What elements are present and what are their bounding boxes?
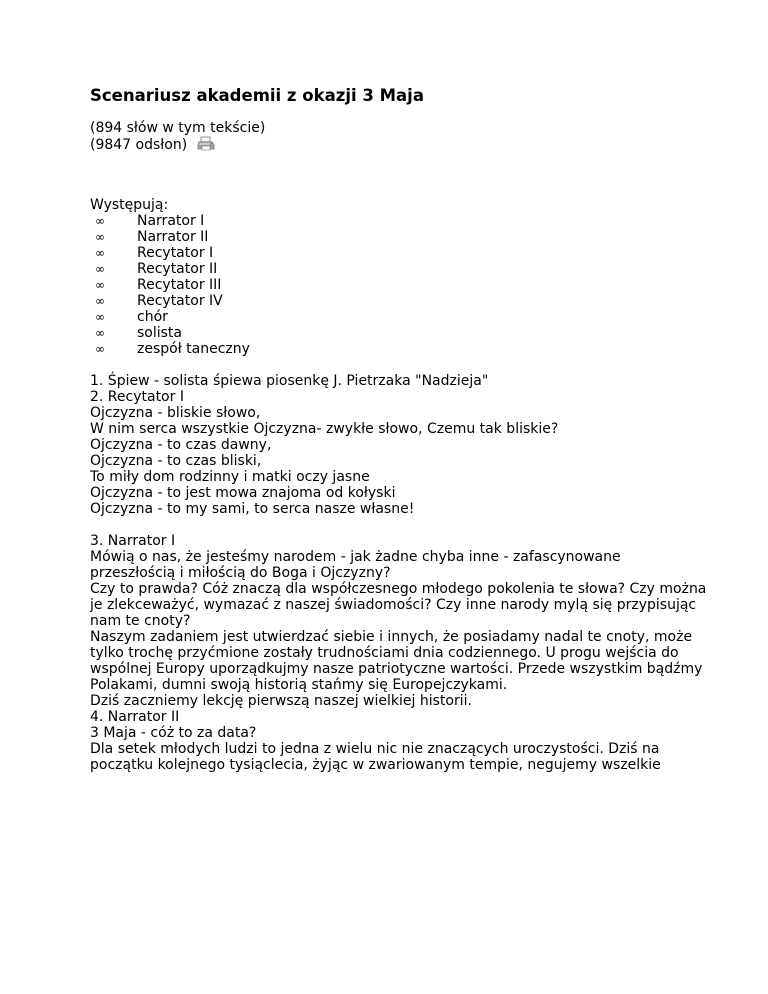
list-item xyxy=(90,325,710,341)
infinity-bullet-icon: ∞ xyxy=(95,262,105,276)
view-count: (9847 odsłon) xyxy=(90,137,188,153)
cast-member: solista xyxy=(137,325,183,341)
paragraph-line: 3 Maja - cóż to za data? xyxy=(90,725,257,741)
poem xyxy=(90,405,710,517)
paragraph: Dziś zaczniemy lekcję pierwszą naszej wielkiej historii. xyxy=(90,693,472,709)
section-4-heading: 4. Narrator II xyxy=(90,709,180,725)
infinity-bullet-icon: ∞ xyxy=(95,230,105,244)
infinity-bullet-icon: ∞ xyxy=(95,294,105,308)
poem-line: Ojczyzna - to my sami, to serca nasze własne! xyxy=(90,501,415,517)
list-item xyxy=(90,229,710,245)
infinity-bullet-icon: ∞ xyxy=(95,326,105,340)
cast-member: Recytator I xyxy=(137,245,214,261)
list-item xyxy=(90,277,710,293)
document-body xyxy=(90,86,710,773)
cast-member: Recytator III xyxy=(137,277,222,293)
list-item xyxy=(90,341,710,357)
poem-line: W nim serca wszystkie Ojczyzna- zwykłe słowo, Czemu tak bliskie? xyxy=(90,421,559,437)
poem-line: Ojczyzna - to czas bliski, xyxy=(90,453,262,469)
section-2-heading: 2. Recytator I xyxy=(90,389,184,405)
poem-line: Ojczyzna - bliskie słowo, xyxy=(90,405,261,421)
cast-member: Narrator II xyxy=(137,229,209,245)
cast-member: Recytator II xyxy=(137,261,218,277)
word-count: (894 słów w tym tekście) xyxy=(90,120,266,136)
poem-line: Ojczyzna - to czas dawny, xyxy=(90,437,272,453)
list-item xyxy=(90,213,710,229)
cast-member: chór xyxy=(137,309,168,325)
spacer xyxy=(90,152,710,197)
infinity-bullet-icon: ∞ xyxy=(95,310,105,324)
page-title: Scenariusz akademii z okazji 3 Maja xyxy=(90,86,424,105)
section-3-heading: 3. Narrator I xyxy=(90,533,176,549)
printer-icon[interactable] xyxy=(197,136,215,151)
cast-member: Recytator IV xyxy=(137,293,223,309)
infinity-bullet-icon: ∞ xyxy=(95,278,105,292)
list-item xyxy=(90,245,710,261)
paragraph: Mówią o nas, że jesteśmy narodem - jak żadne chyba inne - zafascynowane przeszłością i miłością do Boga i Ojczyzny? xyxy=(90,549,621,581)
cast-list xyxy=(90,213,710,357)
infinity-bullet-icon: ∞ xyxy=(95,214,105,228)
cast-label: Występują: xyxy=(90,197,169,213)
paragraph: Czy to prawda? Cóż znaczą dla współczesnego młodego pokolenia te słowa? Czy można je zlekceważyć, wymazać z naszej świadomości? Czy inne narody mylą się przypisując nam te cnoty? xyxy=(90,581,707,629)
section-1: 1. Śpiew - solista śpiewa piosenkę J. Pietrzaka "Nadzieja" xyxy=(90,373,489,389)
list-item xyxy=(90,293,710,309)
cast-member: Narrator I xyxy=(137,213,205,229)
poem-line: To miły dom rodzinny i matki oczy jasne xyxy=(90,469,370,485)
list-item xyxy=(90,261,710,277)
list-item xyxy=(90,309,710,325)
paragraph: Dla setek młodych ludzi to jedna z wielu nic nie znaczących uroczystości. Dziś na początku kolejnego tysiąclecia, żyjąc w zwariowanym tempie, negujemy wszelkie xyxy=(90,741,661,773)
cast-member: zespół taneczny xyxy=(137,341,250,357)
infinity-bullet-icon: ∞ xyxy=(95,246,105,260)
paragraph: Naszym zadaniem jest utwierdzać siebie i innych, że posiadamy nadal te cnoty, może tylko trochę przyćmione zostały trudnościami dnia codziennego. U progu wejścia do wspólnej Europy uporządkujmy nasze patriotyczne wartości. Przede wszystkim bądźmy Polakami, dumni swoją historią stańmy się Europejczykami. xyxy=(90,629,703,693)
infinity-bullet-icon: ∞ xyxy=(95,342,105,356)
poem-line: Ojczyzna - to jest mowa znajoma od kołyski xyxy=(90,485,396,501)
view-count-line xyxy=(90,136,710,152)
